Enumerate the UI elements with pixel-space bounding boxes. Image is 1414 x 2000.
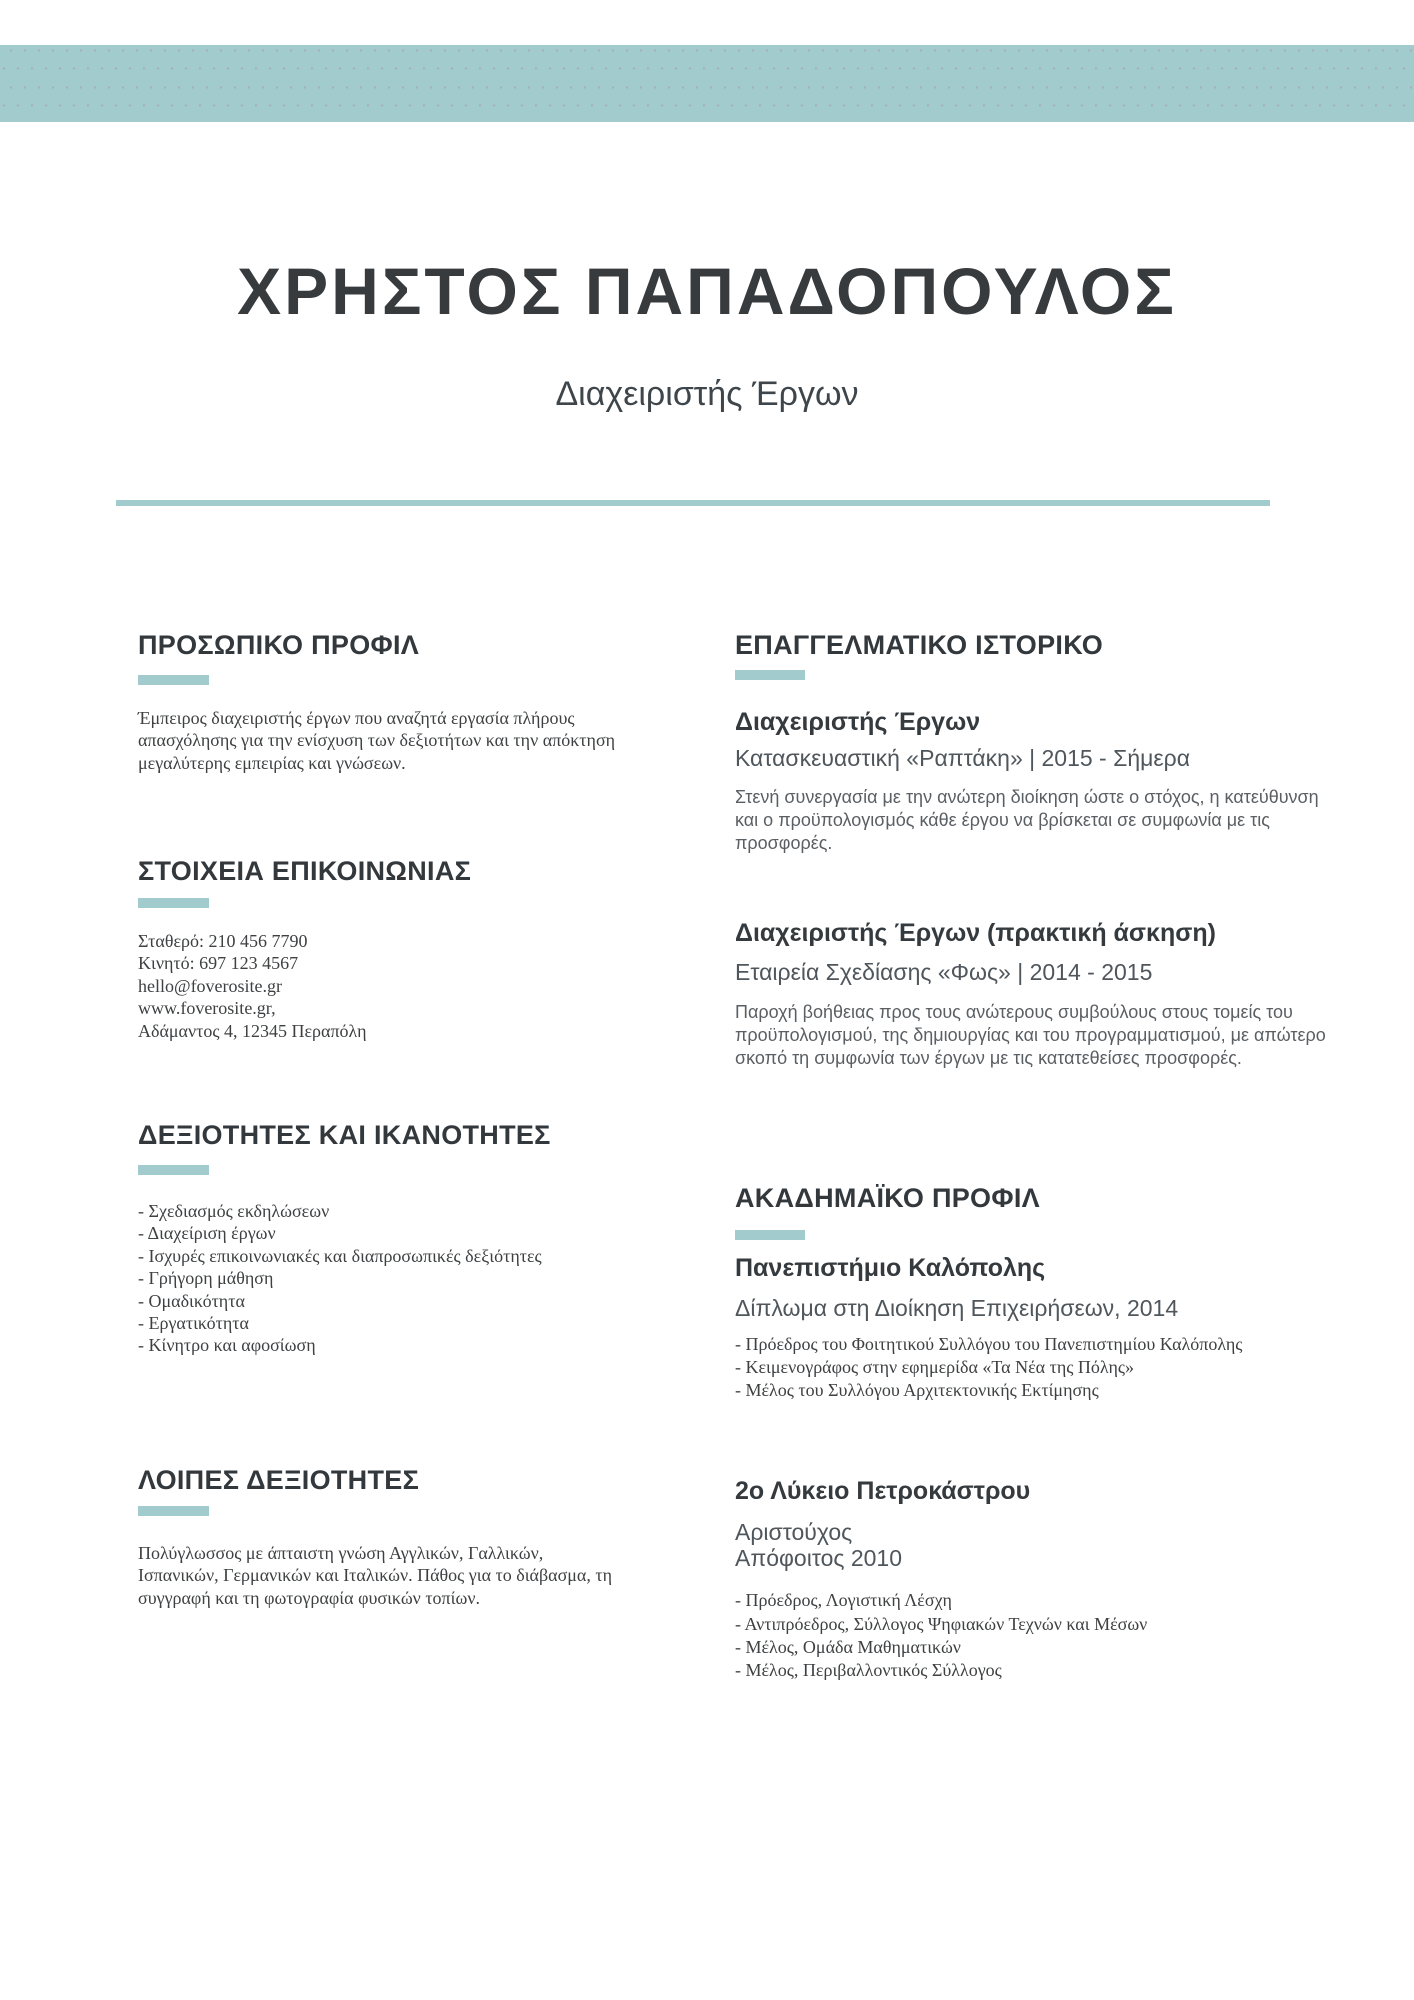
section-heading: ΑΚΑΔΗΜΑΪΚΟ ΠΡΟΦΙΛ — [735, 1183, 1040, 1213]
job-meta: Εταιρεία Σχεδίασης «Φως» | 2014 - 2015 — [735, 959, 1153, 986]
school-bullets — [735, 1333, 1335, 1403]
skill-item: - Εργατικότητα — [138, 1313, 249, 1334]
school-meta-line: Δίπλωμα στη Διοίκηση Επιχειρήσεων, 2014 — [735, 1295, 1179, 1321]
job-description: Παροχή βοήθειας προς τους ανώτερους συμβούλους στους τομείς του προϋπολογισμού, της δημιουργίας και του προγραμματισμού, με απώτερο σκοπό τη συμφωνία των έργων με τις κατατεθείσες προσφορές. — [735, 1001, 1326, 1069]
section-heading: ΠΡΟΣΩΠΙΚΟ ΠΡΟΦΙΛ — [138, 630, 420, 660]
job-title: Διαχειριστής Έργων — [735, 708, 981, 736]
school-meta-lines — [735, 1296, 1335, 1322]
role-subtitle: Διαχειριστής Έργων — [555, 375, 859, 413]
school-entry — [735, 1479, 1335, 1682]
accent-bar — [138, 675, 209, 685]
school-meta-lines — [735, 1520, 1335, 1571]
header-divider — [116, 500, 1270, 506]
contact-line: hello@foverosite.gr — [138, 975, 283, 996]
contact-line: Σταθερό: 210 456 7790 — [138, 931, 308, 951]
section-contact-details — [138, 858, 618, 1042]
section-heading: ΔΕΞΙΟΤΗΤΕΣ ΚΑΙ ΙΚΑΝΟΤΗΤΕΣ — [138, 1120, 551, 1150]
school-bullet: - Μέλος του Συλλόγου Αρχιτεκτονικής Εκτίμησης — [735, 1380, 1099, 1401]
contact-line: Αδάμαντος 4, 12345 Περαπόλη — [138, 1020, 367, 1041]
school-bullets — [735, 1589, 1335, 1682]
skills-list — [138, 1200, 628, 1357]
accent-bar — [735, 670, 805, 680]
job-entry — [735, 710, 1335, 855]
accent-bar — [138, 898, 209, 908]
contact-line: Κινητό: 697 123 4567 — [138, 953, 299, 974]
section-academic-profile — [735, 1185, 1335, 1683]
section-heading: ΛΟΙΠΕΣ ΔΕΞΙΟΤΗΤΕΣ — [138, 1465, 420, 1495]
accent-bar — [138, 1165, 209, 1175]
school-meta-line: Αριστούχος — [735, 1519, 853, 1546]
skill-item: - Ομαδικότητα — [138, 1290, 245, 1311]
skill-item: - Σχεδιασμός εκδηλώσεων — [138, 1201, 330, 1221]
school-bullet: - Μέλος, Περιβαλλοντικός Σύλλογος — [735, 1660, 1002, 1681]
other-skills-text: Πολύγλωσσος με άπταιστη γνώση Αγγλικών, Γαλλικών, Ισπανικών, Γερμανικών και Ιταλικών. Πάθος για το διάβασμα, τη συγγραφή και τη φωτογραφία φυσικών τοπίων. — [138, 1543, 613, 1608]
school-bullet: - Αντιπρόεδρος, Σύλλογος Ψηφιακών Τεχνών και Μέσων — [735, 1613, 1148, 1634]
section-heading: ΕΠΑΓΓΕΛΜΑΤΙΚΟ ΙΣΤΟΡΙΚΟ — [735, 630, 1104, 660]
school-name: 2ο Λύκειο Πετροκάστρου — [735, 1477, 1031, 1506]
job-meta: Κατασκευαστική «Ραπτάκη» | 2015 - Σήμερα — [735, 745, 1191, 771]
school-bullet: - Πρόεδρος του Φοιτητικού Συλλόγου του Πανεπιστημίου Καλόπολης — [735, 1333, 1243, 1354]
section-other-skills — [138, 1467, 618, 1609]
name-title: ΧΡΗΣΤΟΣ ΠΑΠΑΔΟΠΟΥΛΟΣ — [237, 254, 1177, 328]
section-skills — [138, 1122, 628, 1357]
skill-item: - Κίνητρο και αφοσίωση — [138, 1335, 316, 1356]
accent-bar — [138, 1506, 209, 1516]
section-work-history — [735, 632, 1335, 1071]
section-personal-profile — [138, 632, 618, 774]
job-title: Διαχειριστής Έργων (πρακτική άσκηση) — [735, 919, 1216, 948]
section-heading: ΣΤΟΙΧΕΙΑ ΕΠΙΚΟΙΝΩΝΙΑΣ — [138, 856, 472, 886]
school-entry — [735, 1256, 1335, 1402]
skill-item: - Διαχείριση έργων — [138, 1223, 276, 1244]
job-entry — [735, 921, 1335, 1070]
accent-bar — [735, 1230, 805, 1240]
contact-line: www.foverosite.gr, — [138, 998, 276, 1019]
school-bullet: - Πρόεδρος, Λογιστική Λέσχη — [735, 1590, 952, 1611]
top-banner — [0, 45, 1414, 122]
skill-item: - Ισχυρές επικοινωνιακές και διαπροσωπικές δεξιότητες — [138, 1245, 542, 1266]
school-bullet: - Κειμενογράφος στην εφημερίδα «Τα Νέα της Πόλης» — [735, 1356, 1134, 1377]
profile-text: Έμπειρος διαχειριστής έργων που αναζητά εργασία πλήρους απασχόλησης για την ενίσχυση των δεξιοτήτων και την απόκτηση μεγαλύτερης εμπειρίας και γνώσεων. — [138, 708, 616, 773]
school-meta-line: Απόφοιτος 2010 — [735, 1544, 903, 1571]
contact-lines — [138, 930, 618, 1042]
school-name: Πανεπιστήμιο Καλόπολης — [735, 1254, 1046, 1282]
job-description: Στενή συνεργασία με την ανώτερη διοίκηση ώστε ο στόχος, η κατεύθυνση και ο προϋπολογισμός κάθε έργου να βρίσκεται σε συμφωνία με τις προσφορές. — [735, 786, 1319, 854]
skill-item: - Γρήγορη μάθηση — [138, 1268, 274, 1289]
school-bullet: - Μέλος, Ομάδα Μαθηματικών — [735, 1636, 961, 1657]
